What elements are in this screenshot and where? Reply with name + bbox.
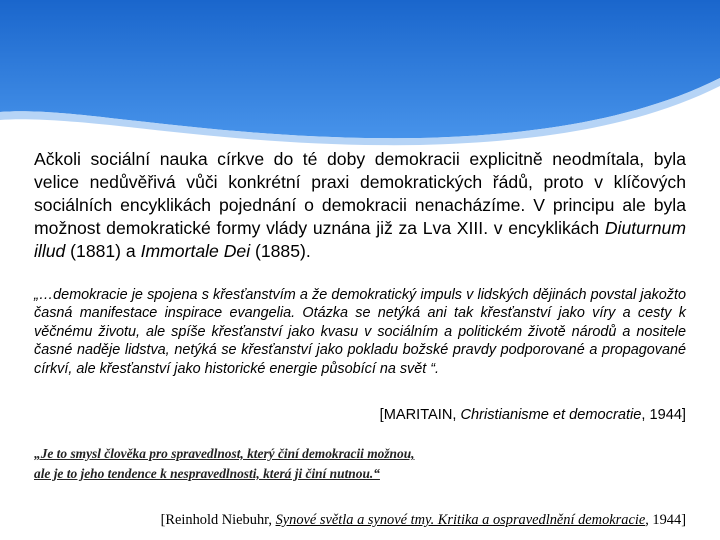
niebuhr-citation — [161, 511, 686, 529]
citation-prefix: [MARITAIN, — [379, 407, 461, 423]
citation-prefix: [Reinhold Niebuhr, — [160, 512, 276, 528]
citation-title: Christianisme et democratie — [460, 407, 642, 423]
maritain-quote: „…demokracie je spojena s křesťanstvím a že demokratický impuls v lidských dějinách povstal jakožto časná manifestace inspirace evangelia. Otázka se netýká ani tak křesťanství jako víry a cesty k věčnému životu, ale spíše křesťanství jako kvasu v sociálním a politickém životě národů a nositele časné naděje lidstva, netýká se křesťanství jako pokladu božské pravdy podporované a propagované církví, ale křesťanství jako historické energie působící na svět “. — [34, 287, 686, 377]
niebuhr-quote-line-2: ale je to jeho tendence k nespravedlnosti, která ji činí nutnou.“ — [34, 466, 380, 481]
citation-suffix: , 1944] — [641, 407, 686, 423]
citation-suffix: , 1944] — [645, 512, 686, 528]
niebuhr-quote — [34, 444, 594, 484]
encyclical-title-diuturnum: Diuturnum illud — [34, 218, 686, 261]
paragraph-text-2: (1881) a — [65, 241, 141, 261]
niebuhr-quote-line-1: „Je to smysl člověka pro spravedlnost, který činí demokracii možnou, — [34, 446, 415, 461]
header-banner — [0, 0, 720, 150]
paragraph-text-1: Ačkoli sociální nauka církve do té doby demokracii explicitně neodmítala, byla velice nedůvěřivá vůči konkrétní praxi demokratických řádů, proto v klíčových sociálních encyklikách pojednání o demokracii nenacházíme. V principu ale byla možnost demokratické formy vlády uznána již za Lva XIII. v encyklikách — [34, 149, 686, 238]
main-paragraph — [34, 148, 686, 263]
paragraph-text-3: (1885). — [250, 241, 311, 261]
maritain-citation — [380, 406, 686, 424]
encyclical-title-immortale: Immortale Dei — [140, 241, 251, 261]
wave-banner-graphic — [0, 0, 720, 150]
citation-title: Synové světla a synové tmy. Kritika a ospravedlnění demokracie — [275, 512, 646, 528]
